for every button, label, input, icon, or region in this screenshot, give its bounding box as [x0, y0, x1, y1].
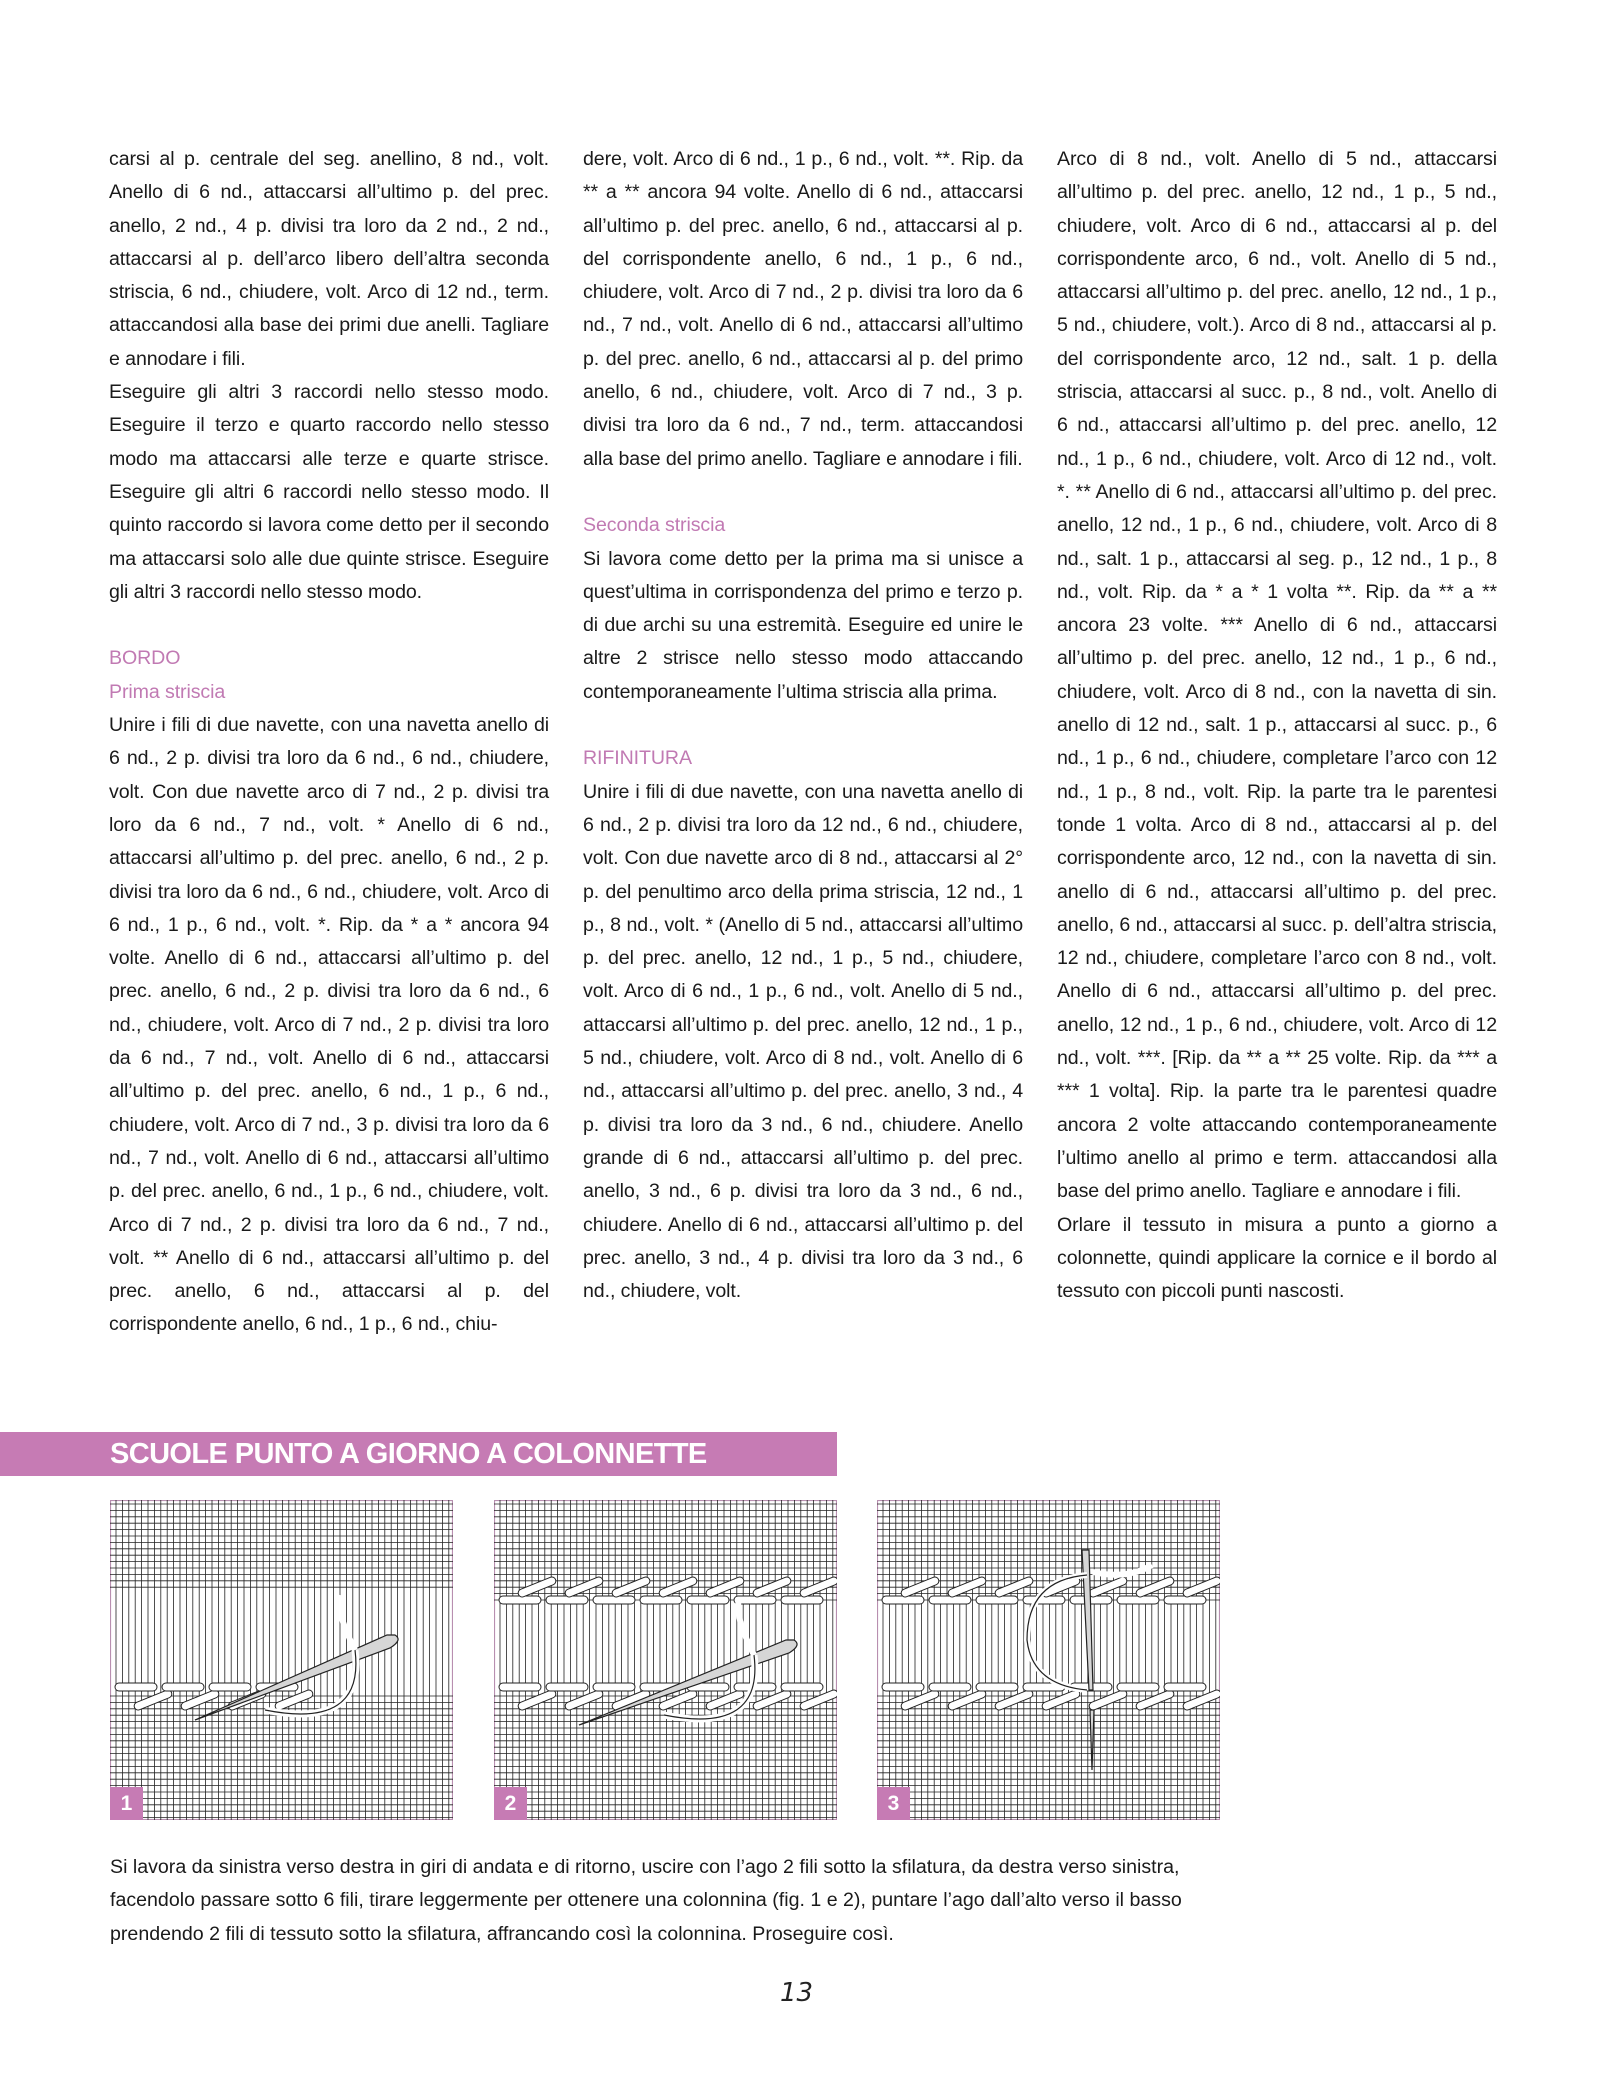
figure-1 [110, 1500, 453, 1820]
paragraph: dere, volt. Arco di 6 nd., 1 p., 6 nd., volt. **. Rip. da ** a ** ancora 94 volte. Anello di 6 nd., attaccarsi all’ultimo p. del prec. anello, 6 nd., attaccarsi al p. del corrispondente anello, 6 nd., 1 p., 6 nd., chiudere, volt. Arco di 7 nd., 2 p. divisi tra loro da 6 nd., 7 nd., volt. Anello di 6 nd., attaccarsi all’ultimo p. del prec. anello, 6 nd., attaccarsi al p. del primo anello, 6 nd., chiudere, volt. Arco di 7 nd., 3 p. divisi tra loro da 6 nd., 7 nd., term. attaccandosi alla base del primo anello. Tagliare e annodare i fili. [583, 148, 1023, 470]
paragraph: Arco di 8 nd., volt. Anello di 5 nd., attaccarsi all’ultimo p. del prec. anello, 12 nd., 1 p., 5 nd., chiudere, volt. Arco di 6 nd., attaccarsi al p. del corrispondente arco, 6 nd., volt. Anello di 5 nd., attaccarsi all’ultimo p. del prec. anello, 12 nd., 1 p., 5 nd., chiudere, volt.). Arco di 8 nd., attaccarsi al p. del corrispondente arco, 12 nd., salt. 1 p. della striscia, attaccarsi al succ. p., 8 nd., volt. Anello di 6 nd., attaccarsi all’ultimo p. del prec. anello, 12 nd., 1 p., 6 nd., chiudere, volt. Arco di 12 nd., volt. *. ** Anello di 6 nd., attaccarsi all’ultimo p. del prec. anello, 12 nd., 1 p., 6 nd., chiudere, volt. Arco di 8 nd., salt. 1 p., attaccarsi al seg. p., 12 nd., 1 p., 8 nd., volt. Rip. da * a * 1 volta **. Rip. da ** a ** ancora 23 volte. *** Anello di 6 nd., attaccarsi all’ultimo p. del prec. anello, 12 nd., 1 p., 6 nd., chiudere, volt. Arco di 8 nd., con la navetta di sin. anello di 12 nd., salt. 1 p., attaccarsi al succ. p., 6 nd., 1 p., 6 nd., chiudere, completare l’arco con 12 nd., 1 p., 8 nd., volt. Rip. la parte tra le parentesi tonde 1 volta. Arco di 8 nd., attaccarsi al p. del corrispondente arco, 12 nd., con la navetta di sin. anello di 6 nd., attaccarsi all’ultimo p. del prec. anello, 6 nd., attaccarsi al succ. p. dell’altra striscia, 12 nd., chiudere, completare l’arco con 8 nd., volt. Anello di 6 nd., attaccarsi all’ultimo p. del prec. anello, 12 nd., 1 p., 6 nd., chiudere, volt. Arco di 12 nd., volt. ***. [Rip. da ** a ** 25 volte. Rip. da *** a *** 1 volta]. Rip. la parte tra le parentesi quadre ancora 2 volte attaccando contemporaneamente l’ultimo anello al primo e term. attaccandosi alla base del primo anello. Tagliare e annodare i fili. [1057, 148, 1497, 1203]
subheading-seconda-striscia: Seconda striscia [583, 514, 726, 537]
section-title-band [0, 1432, 837, 1476]
section-heading-bordo: BORDO [109, 647, 181, 670]
needle-stitch-illustration-icon [877, 1500, 1220, 1820]
paragraph: Si lavora come detto per la prima ma si unisce a quest’ultima in corrispondenza del primo e terzo p. di due archi su una estremità. Eseguire ed unire le altre 2 strisce nello stesso modo attaccando contemporaneamente l’ultima striscia alla prima. [583, 547, 1023, 703]
figure-caption [110, 1851, 1240, 1951]
figure-number-badge: 3 [877, 1787, 910, 1820]
subheading-prima-striscia: Prima striscia [109, 680, 226, 703]
paragraph: Unire i fili di due navette, con una navetta anello di 6 nd., 2 p. divisi tra loro da 6 nd., 6 nd., chiudere, volt. Con due navette arco di 7 nd., 2 p. divisi tra loro da 6 nd., 7 nd., volt. * Anello di 6 nd., attaccarsi all’ultimo p. del prec. anello, 6 nd., 2 p. divisi tra loro da 6 nd., 6 nd., chiudere, volt. Arco di 6 nd., 1 p., 6 nd., volt. *. Rip. da * a * ancora 94 volte. Anello di 6 nd., attaccarsi all’ultimo p. del prec. anello, 6 nd., 2 p. divisi tra loro da 6 nd., 6 nd., chiudere, volt. Arco di 7 nd., 2 p. divisi tra loro da 6 nd., 7 nd., volt. Anello di 6 nd., attaccarsi all’ultimo p. del prec. anello, 6 nd., 1 p., 6 nd., chiudere, volt. Arco di 7 nd., 3 p. divisi tra loro da 6 nd., 7 nd., volt. Anello di 6 nd., attaccarsi all’ultimo p. del prec. anello, 6 nd., 1 p., 6 nd., chiudere, volt. Arco di 7 nd., 2 p. divisi tra loro da 6 nd., 7 nd., volt. ** Anello di 6 nd., attaccarsi all’ultimo p. del prec. anello, 6 nd., attaccarsi al p. del corrispondente anello, 6 nd., 1 p., 6 nd., chiu- [109, 714, 549, 1336]
section-title: SCUOLE PUNTO A GIORNO A COLONNETTE [110, 1438, 707, 1470]
needle-stitch-illustration-icon [494, 1500, 837, 1820]
figure-number-badge: 2 [494, 1787, 527, 1820]
text-column-2 [583, 143, 1023, 1308]
caption-text: Si lavora da sinistra verso destra in giri di andata e di ritorno, uscire con l’ago 2 fili sotto la sfilatura, da destra verso sinistra, facendolo passare sotto 6 fili, tirare leggermente per ottenere una colonnina (fig. 1 e 2), puntare l’ago dall’alto verso il basso prendendo 2 fili di tessuto sotto la sfilatura, affrancando così la colonnina. Proseguire così. [110, 1856, 1182, 1945]
needle-stitch-illustration-icon [110, 1500, 453, 1820]
figure-3 [877, 1500, 1220, 1820]
section-heading-rifinitura: RIFINITURA [583, 747, 692, 770]
page-number: 13 [780, 1978, 814, 2008]
text-column-1 [109, 143, 549, 1342]
figure-number-badge: 1 [110, 1787, 143, 1820]
paragraph: Unire i fili di due navette, con una navetta anello di 6 nd., 2 p. divisi tra loro da 12 nd., 6 nd., chiudere, volt. Con due navette arco di 8 nd., attaccarsi al 2° p. del penultimo arco della prima striscia, 12 nd., 1 p., 8 nd., volt. * (Anello di 5 nd., attaccarsi all’ultimo p. del prec. anello, 12 nd., 1 p., 5 nd., chiudere, volt. Arco di 6 nd., 1 p., 6 nd., volt. Anello di 5 nd., attaccarsi all’ultimo p. del prec. anello, 12 nd., 1 p., 5 nd., chiudere, volt. Arco di 8 nd., volt. Anello di 6 nd., attaccarsi all’ultimo p. del prec. anello, 3 nd., 4 p. divisi tra loro da 3 nd., 6 nd., chiudere. Anello grande di 6 nd., attaccarsi all’ultimo p. del prec. anello, 3 nd., 6 p. divisi tra loro da 3 nd., 6 nd., chiudere. Anello di 6 nd., attaccarsi all’ultimo p. del prec. anello, 3 nd., 4 p. divisi tra loro da 3 nd., 6 nd., chiudere, volt. [583, 780, 1023, 1303]
text-column-3 [1057, 143, 1497, 1308]
paragraph: carsi al p. centrale del seg. anellino, 8 nd., volt. Anello di 6 nd., attaccarsi all’ultimo p. del prec. anello, 2 nd., 4 p. divisi tra loro da 2 nd., 2 nd., attaccarsi al p. dell’arco libero dell’altra seconda striscia, 6 nd., chiudere, volt. Arco di 12 nd., term. attaccandosi alla base dei primi due anelli. Tagliare e annodare i fili. [109, 148, 549, 370]
paragraph: Eseguire gli altri 3 raccordi nello stesso modo. Eseguire il terzo e quarto raccordo nello stesso modo ma attaccarsi alle terze e quarte strisce. Eseguire gli altri 6 raccordi nello stesso modo. Il quinto raccordo si lavora come detto per il secondo ma attaccarsi solo alle due quinte strisce. Eseguire gli altri 3 raccordi nello stesso modo. [109, 381, 549, 603]
paragraph: Orlare il tessuto in misura a punto a giorno a colonnette, quindi applicare la cornice e il bordo al tessuto con piccoli punti nascosti. [1057, 1213, 1497, 1303]
figure-2 [494, 1500, 837, 1820]
